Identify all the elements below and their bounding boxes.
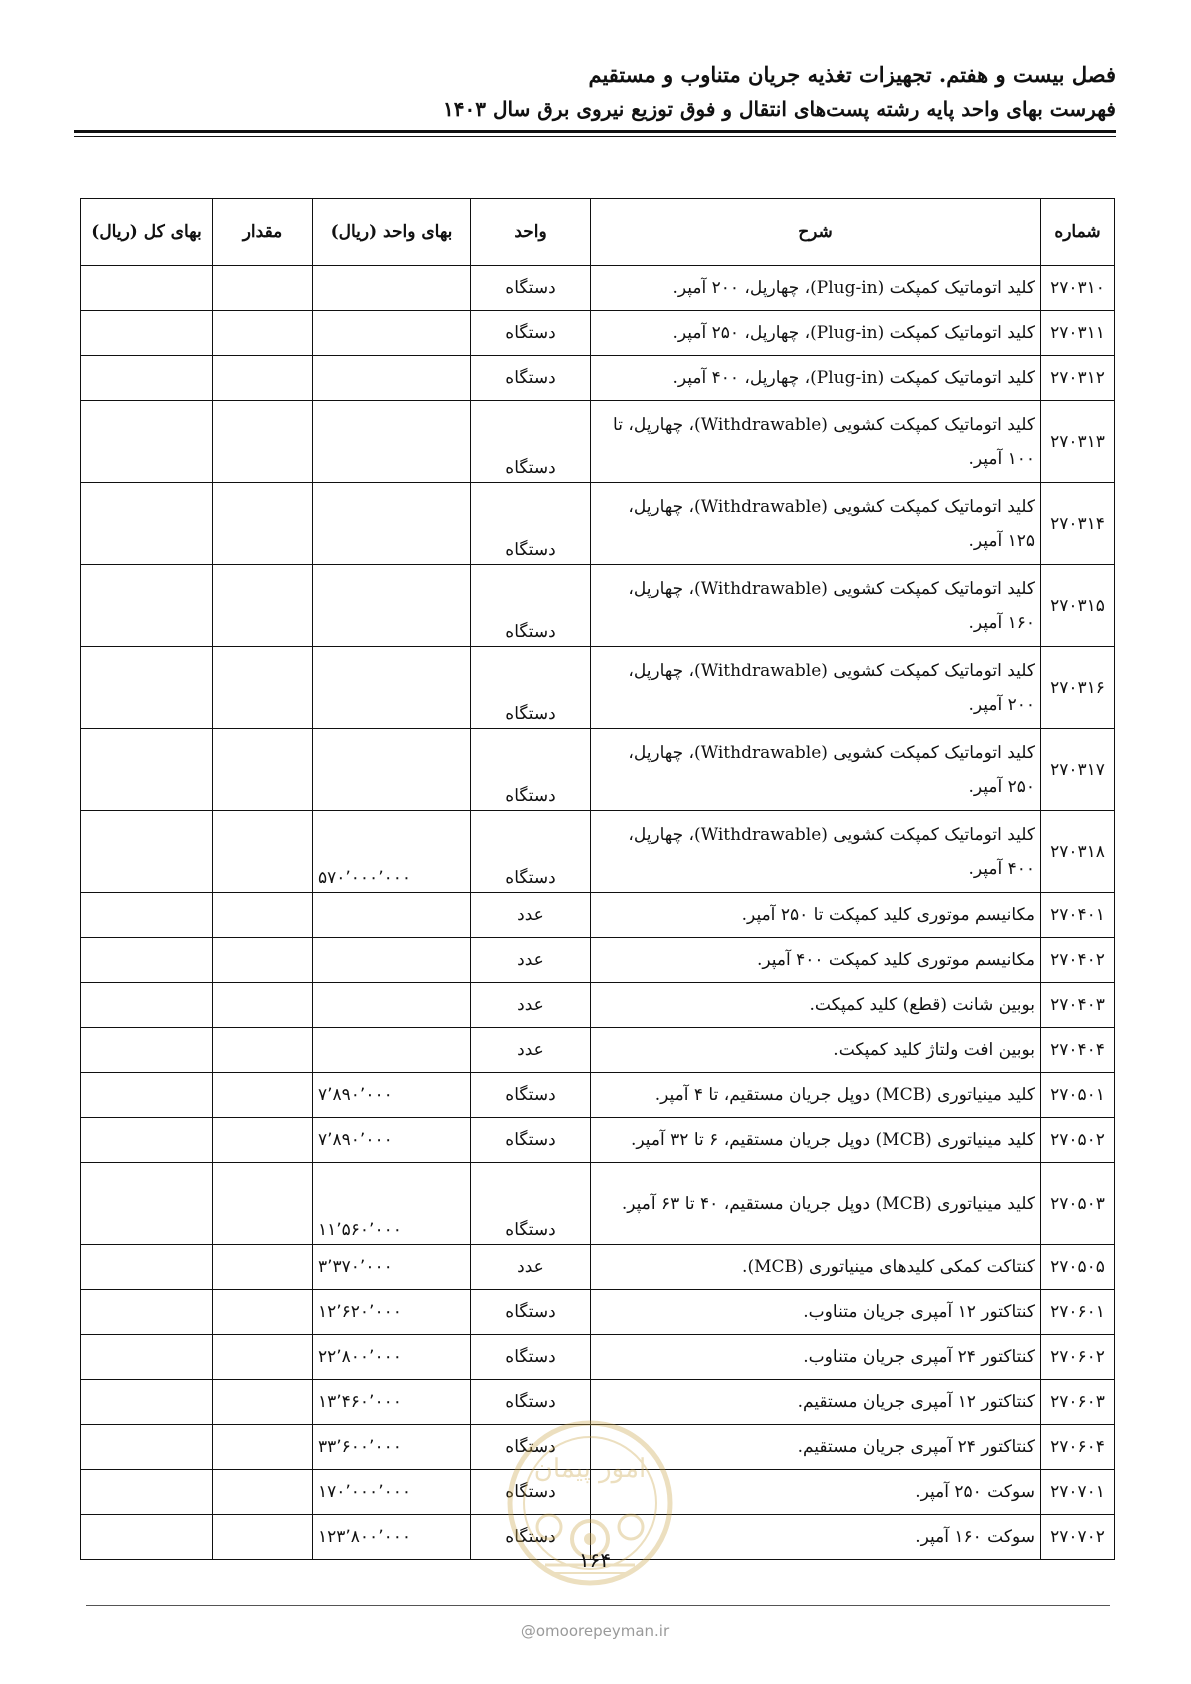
item-unit-price (313, 983, 471, 1028)
table-row (81, 1335, 1115, 1380)
item-unit: دستگاه (471, 356, 591, 401)
col-header-code: شماره (1041, 199, 1115, 266)
price-table (80, 198, 1115, 1560)
item-unit-price: ۱۷۰٬۰۰۰٬۰۰۰ (313, 1470, 471, 1515)
item-unit: عدد (471, 983, 591, 1028)
item-total-price (81, 565, 213, 647)
item-code: ۲۷۰۳۱۵ (1041, 565, 1115, 647)
item-description: کنتاکتور ۱۲ آمپری جریان مستقیم. (591, 1380, 1041, 1425)
item-unit: دستگاه (471, 1470, 591, 1515)
item-unit: دستگاه (471, 1380, 591, 1425)
item-unit-price: ۳۳٬۶۰۰٬۰۰۰ (313, 1425, 471, 1470)
item-total-price (81, 1335, 213, 1380)
item-quantity (213, 401, 313, 483)
item-total-price (81, 647, 213, 729)
table-row (81, 983, 1115, 1028)
catalog-title: فهرست بهای واحد پایه رشته پست‌های انتقال و فوق توزیع نیروی برق سال ۱۴۰۳ (443, 97, 1116, 121)
item-total-price (81, 1028, 213, 1073)
item-code: ۲۷۰۴۰۴ (1041, 1028, 1115, 1073)
item-description: سوکت ۱۶۰ آمپر. (591, 1515, 1041, 1560)
item-unit-price (313, 565, 471, 647)
item-unit: عدد (471, 1028, 591, 1073)
item-total-price (81, 1470, 213, 1515)
item-unit-price: ۲۲٬۸۰۰٬۰۰۰ (313, 1335, 471, 1380)
item-code: ۲۷۰۳۱۱ (1041, 311, 1115, 356)
item-description: کلید اتوماتیک کمپکت (Plug-in)، چهارپل، ۲۰۰ آمپر. (591, 266, 1041, 311)
item-quantity (213, 1515, 313, 1560)
table-row (81, 401, 1115, 483)
item-quantity (213, 565, 313, 647)
table-row (81, 1245, 1115, 1290)
item-unit-price: ۱۲۳٬۸۰۰٬۰۰۰ (313, 1515, 471, 1560)
item-code: ۲۷۰۵۰۱ (1041, 1073, 1115, 1118)
item-quantity (213, 1335, 313, 1380)
item-unit-price (313, 1028, 471, 1073)
item-quantity (213, 1380, 313, 1425)
table-row (81, 729, 1115, 811)
header-rule-thick (74, 130, 1116, 133)
item-unit-price (313, 356, 471, 401)
item-description: کلید مینیاتوری (MCB) دوپل جریان مستقیم، ۴۰ تا ۶۳ آمپر. (591, 1163, 1041, 1245)
table-row (81, 1028, 1115, 1073)
item-quantity (213, 938, 313, 983)
item-quantity (213, 311, 313, 356)
table-row (81, 1290, 1115, 1335)
item-code: ۲۷۰۵۰۲ (1041, 1118, 1115, 1163)
item-quantity (213, 729, 313, 811)
item-code: ۲۷۰۶۰۲ (1041, 1335, 1115, 1380)
item-unit: دستگاه (471, 565, 591, 647)
item-description: کنتاکتور ۲۴ آمپری جریان مستقیم. (591, 1425, 1041, 1470)
table-row (81, 356, 1115, 401)
item-unit-price: ۳٬۳۷۰٬۰۰۰ (313, 1245, 471, 1290)
item-code: ۲۷۰۶۰۳ (1041, 1380, 1115, 1425)
item-description: کلید مینیاتوری (MCB) دوپل جریان مستقیم، ۶ تا ۳۲ آمپر. (591, 1118, 1041, 1163)
item-unit: دستگاه (471, 1118, 591, 1163)
table-row (81, 311, 1115, 356)
item-description: کلید اتوماتیک کمپکت کشویی (Withdrawable)، چهارپل، ۲۵۰ آمپر. (591, 729, 1041, 811)
page-number: ۱۶۴ (578, 1548, 612, 1572)
item-unit: دستگاه (471, 1073, 591, 1118)
table-header-row (81, 199, 1115, 266)
item-unit: دستگاه (471, 266, 591, 311)
item-unit: دستگاه (471, 1290, 591, 1335)
item-quantity (213, 356, 313, 401)
item-unit-price: ۱۱٬۵۶۰٬۰۰۰ (313, 1163, 471, 1245)
item-quantity (213, 893, 313, 938)
item-description: کنتاکتور ۲۴ آمپری جریان متناوب. (591, 1335, 1041, 1380)
item-unit-price: ۱۳٬۴۶۰٬۰۰۰ (313, 1380, 471, 1425)
item-description: کنتاکت کمکی کلیدهای مینیاتوری (MCB). (591, 1245, 1041, 1290)
item-code: ۲۷۰۵۰۵ (1041, 1245, 1115, 1290)
item-description: سوکت ۲۵۰ آمپر. (591, 1470, 1041, 1515)
table-row (81, 565, 1115, 647)
item-total-price (81, 1073, 213, 1118)
item-total-price (81, 356, 213, 401)
item-unit: دستگاه (471, 647, 591, 729)
item-description: مکانیسم موتوری کلید کمپکت تا ۲۵۰ آمپر. (591, 893, 1041, 938)
item-unit-price (313, 729, 471, 811)
item-code: ۲۷۰۳۱۴ (1041, 483, 1115, 565)
item-code: ۲۷۰۳۱۳ (1041, 401, 1115, 483)
table-row (81, 811, 1115, 893)
item-description: کلید اتوماتیک کمپکت کشویی (Withdrawable)، چهارپل، ۱۲۵ آمپر. (591, 483, 1041, 565)
item-code: ۲۷۰۶۰۱ (1041, 1290, 1115, 1335)
item-code: ۲۷۰۳۱۷ (1041, 729, 1115, 811)
item-quantity (213, 811, 313, 893)
item-unit-price (313, 401, 471, 483)
seal-watermark (505, 1415, 675, 1601)
item-code: ۲۷۰۵۰۳ (1041, 1163, 1115, 1245)
item-total-price (81, 938, 213, 983)
item-quantity (213, 1470, 313, 1515)
item-quantity (213, 1290, 313, 1335)
item-total-price (81, 1290, 213, 1335)
website-watermark: @omoorepeyman.ir (520, 1622, 670, 1640)
table-row (81, 1118, 1115, 1163)
item-total-price (81, 1380, 213, 1425)
item-unit-price: ۷٬۸۹۰٬۰۰۰ (313, 1118, 471, 1163)
item-unit-price (313, 893, 471, 938)
item-code: ۲۷۰۴۰۱ (1041, 893, 1115, 938)
item-total-price (81, 893, 213, 938)
item-total-price (81, 983, 213, 1028)
item-description: کلید اتوماتیک کمپکت (Plug-in)، چهارپل، ۲۵۰ آمپر. (591, 311, 1041, 356)
col-header-quantity: مقدار (213, 199, 313, 266)
item-code: ۲۷۰۳۱۸ (1041, 811, 1115, 893)
item-unit-price: ۱۲٬۶۲۰٬۰۰۰ (313, 1290, 471, 1335)
item-total-price (81, 311, 213, 356)
item-description: کلید اتوماتیک کمپکت کشویی (Withdrawable)، چهارپل، ۲۰۰ آمپر. (591, 647, 1041, 729)
item-total-price (81, 1245, 213, 1290)
item-unit-price (313, 647, 471, 729)
item-total-price (81, 1425, 213, 1470)
col-header-description: شرح (591, 199, 1041, 266)
item-unit-price (313, 483, 471, 565)
item-total-price (81, 811, 213, 893)
item-quantity (213, 1245, 313, 1290)
item-total-price (81, 1118, 213, 1163)
item-description: کلید اتوماتیک کمپکت (Plug-in)، چهارپل، ۴۰۰ آمپر. (591, 356, 1041, 401)
header-rule-thin (74, 136, 1116, 137)
seal-text: امور پیمان (533, 1454, 647, 1484)
footer-rule (86, 1605, 1110, 1606)
item-total-price (81, 483, 213, 565)
item-unit-price (313, 938, 471, 983)
table-row (81, 938, 1115, 983)
item-code: ۲۷۰۴۰۳ (1041, 983, 1115, 1028)
table-row (81, 483, 1115, 565)
item-unit: دستگاه (471, 1425, 591, 1470)
table-row (81, 1073, 1115, 1118)
col-header-unit-price: بهای واحد (ریال) (313, 199, 471, 266)
item-code: ۲۷۰۳۱۲ (1041, 356, 1115, 401)
col-header-unit: واحد (471, 199, 591, 266)
item-unit: عدد (471, 1245, 591, 1290)
item-quantity (213, 483, 313, 565)
item-unit-price (313, 311, 471, 356)
item-unit: دستگاه (471, 1515, 591, 1560)
item-description: کلید اتوماتیک کمپکت کشویی (Withdrawable)، چهارپل، تا ۱۰۰ آمپر. (591, 401, 1041, 483)
item-unit: دستگاه (471, 1163, 591, 1245)
item-quantity (213, 1118, 313, 1163)
item-quantity (213, 1163, 313, 1245)
item-unit-price (313, 266, 471, 311)
item-code: ۲۷۰۷۰۱ (1041, 1470, 1115, 1515)
item-quantity (213, 983, 313, 1028)
table-row (81, 893, 1115, 938)
item-code: ۲۷۰۳۱۶ (1041, 647, 1115, 729)
item-quantity (213, 266, 313, 311)
item-total-price (81, 1515, 213, 1560)
item-unit: دستگاه (471, 311, 591, 356)
table-row (81, 647, 1115, 729)
item-code: ۲۷۰۷۰۲ (1041, 1515, 1115, 1560)
item-code: ۲۷۰۶۰۴ (1041, 1425, 1115, 1470)
item-quantity (213, 1028, 313, 1073)
item-unit-price: ۵۷۰٬۰۰۰٬۰۰۰ (313, 811, 471, 893)
item-unit: دستگاه (471, 811, 591, 893)
item-unit: دستگاه (471, 1335, 591, 1380)
item-code: ۲۷۰۳۱۰ (1041, 266, 1115, 311)
item-unit: عدد (471, 938, 591, 983)
item-code: ۲۷۰۴۰۲ (1041, 938, 1115, 983)
item-description: کنتاکتور ۱۲ آمپری جریان متناوب. (591, 1290, 1041, 1335)
chapter-title: فصل بیست و هفتم. تجهیزات تغذیه جریان متناوب و مستقیم (588, 62, 1116, 87)
col-header-total-price: بهای کل (ریال) (81, 199, 213, 266)
item-quantity (213, 1073, 313, 1118)
item-unit: دستگاه (471, 401, 591, 483)
table-row (81, 266, 1115, 311)
item-quantity (213, 1425, 313, 1470)
item-description: کلید اتوماتیک کمپکت کشویی (Withdrawable)، چهارپل، ۱۶۰ آمپر. (591, 565, 1041, 647)
item-description: کلید مینیاتوری (MCB) دوپل جریان مستقیم، تا ۴ آمپر. (591, 1073, 1041, 1118)
item-description: بوبین افت ولتاژ کلید کمپکت. (591, 1028, 1041, 1073)
item-unit: دستگاه (471, 729, 591, 811)
item-description: بوبین شانت (قطع) کلید کمپکت. (591, 983, 1041, 1028)
table-row (81, 1163, 1115, 1245)
page-header (74, 58, 1116, 126)
item-total-price (81, 266, 213, 311)
item-unit: دستگاه (471, 483, 591, 565)
item-total-price (81, 1163, 213, 1245)
item-quantity (213, 647, 313, 729)
item-total-price (81, 401, 213, 483)
item-unit-price: ۷٬۸۹۰٬۰۰۰ (313, 1073, 471, 1118)
item-description: مکانیسم موتوری کلید کمپکت ۴۰۰ آمپر. (591, 938, 1041, 983)
item-unit: عدد (471, 893, 591, 938)
item-total-price (81, 729, 213, 811)
item-description: کلید اتوماتیک کمپکت کشویی (Withdrawable)، چهارپل، ۴۰۰ آمپر. (591, 811, 1041, 893)
